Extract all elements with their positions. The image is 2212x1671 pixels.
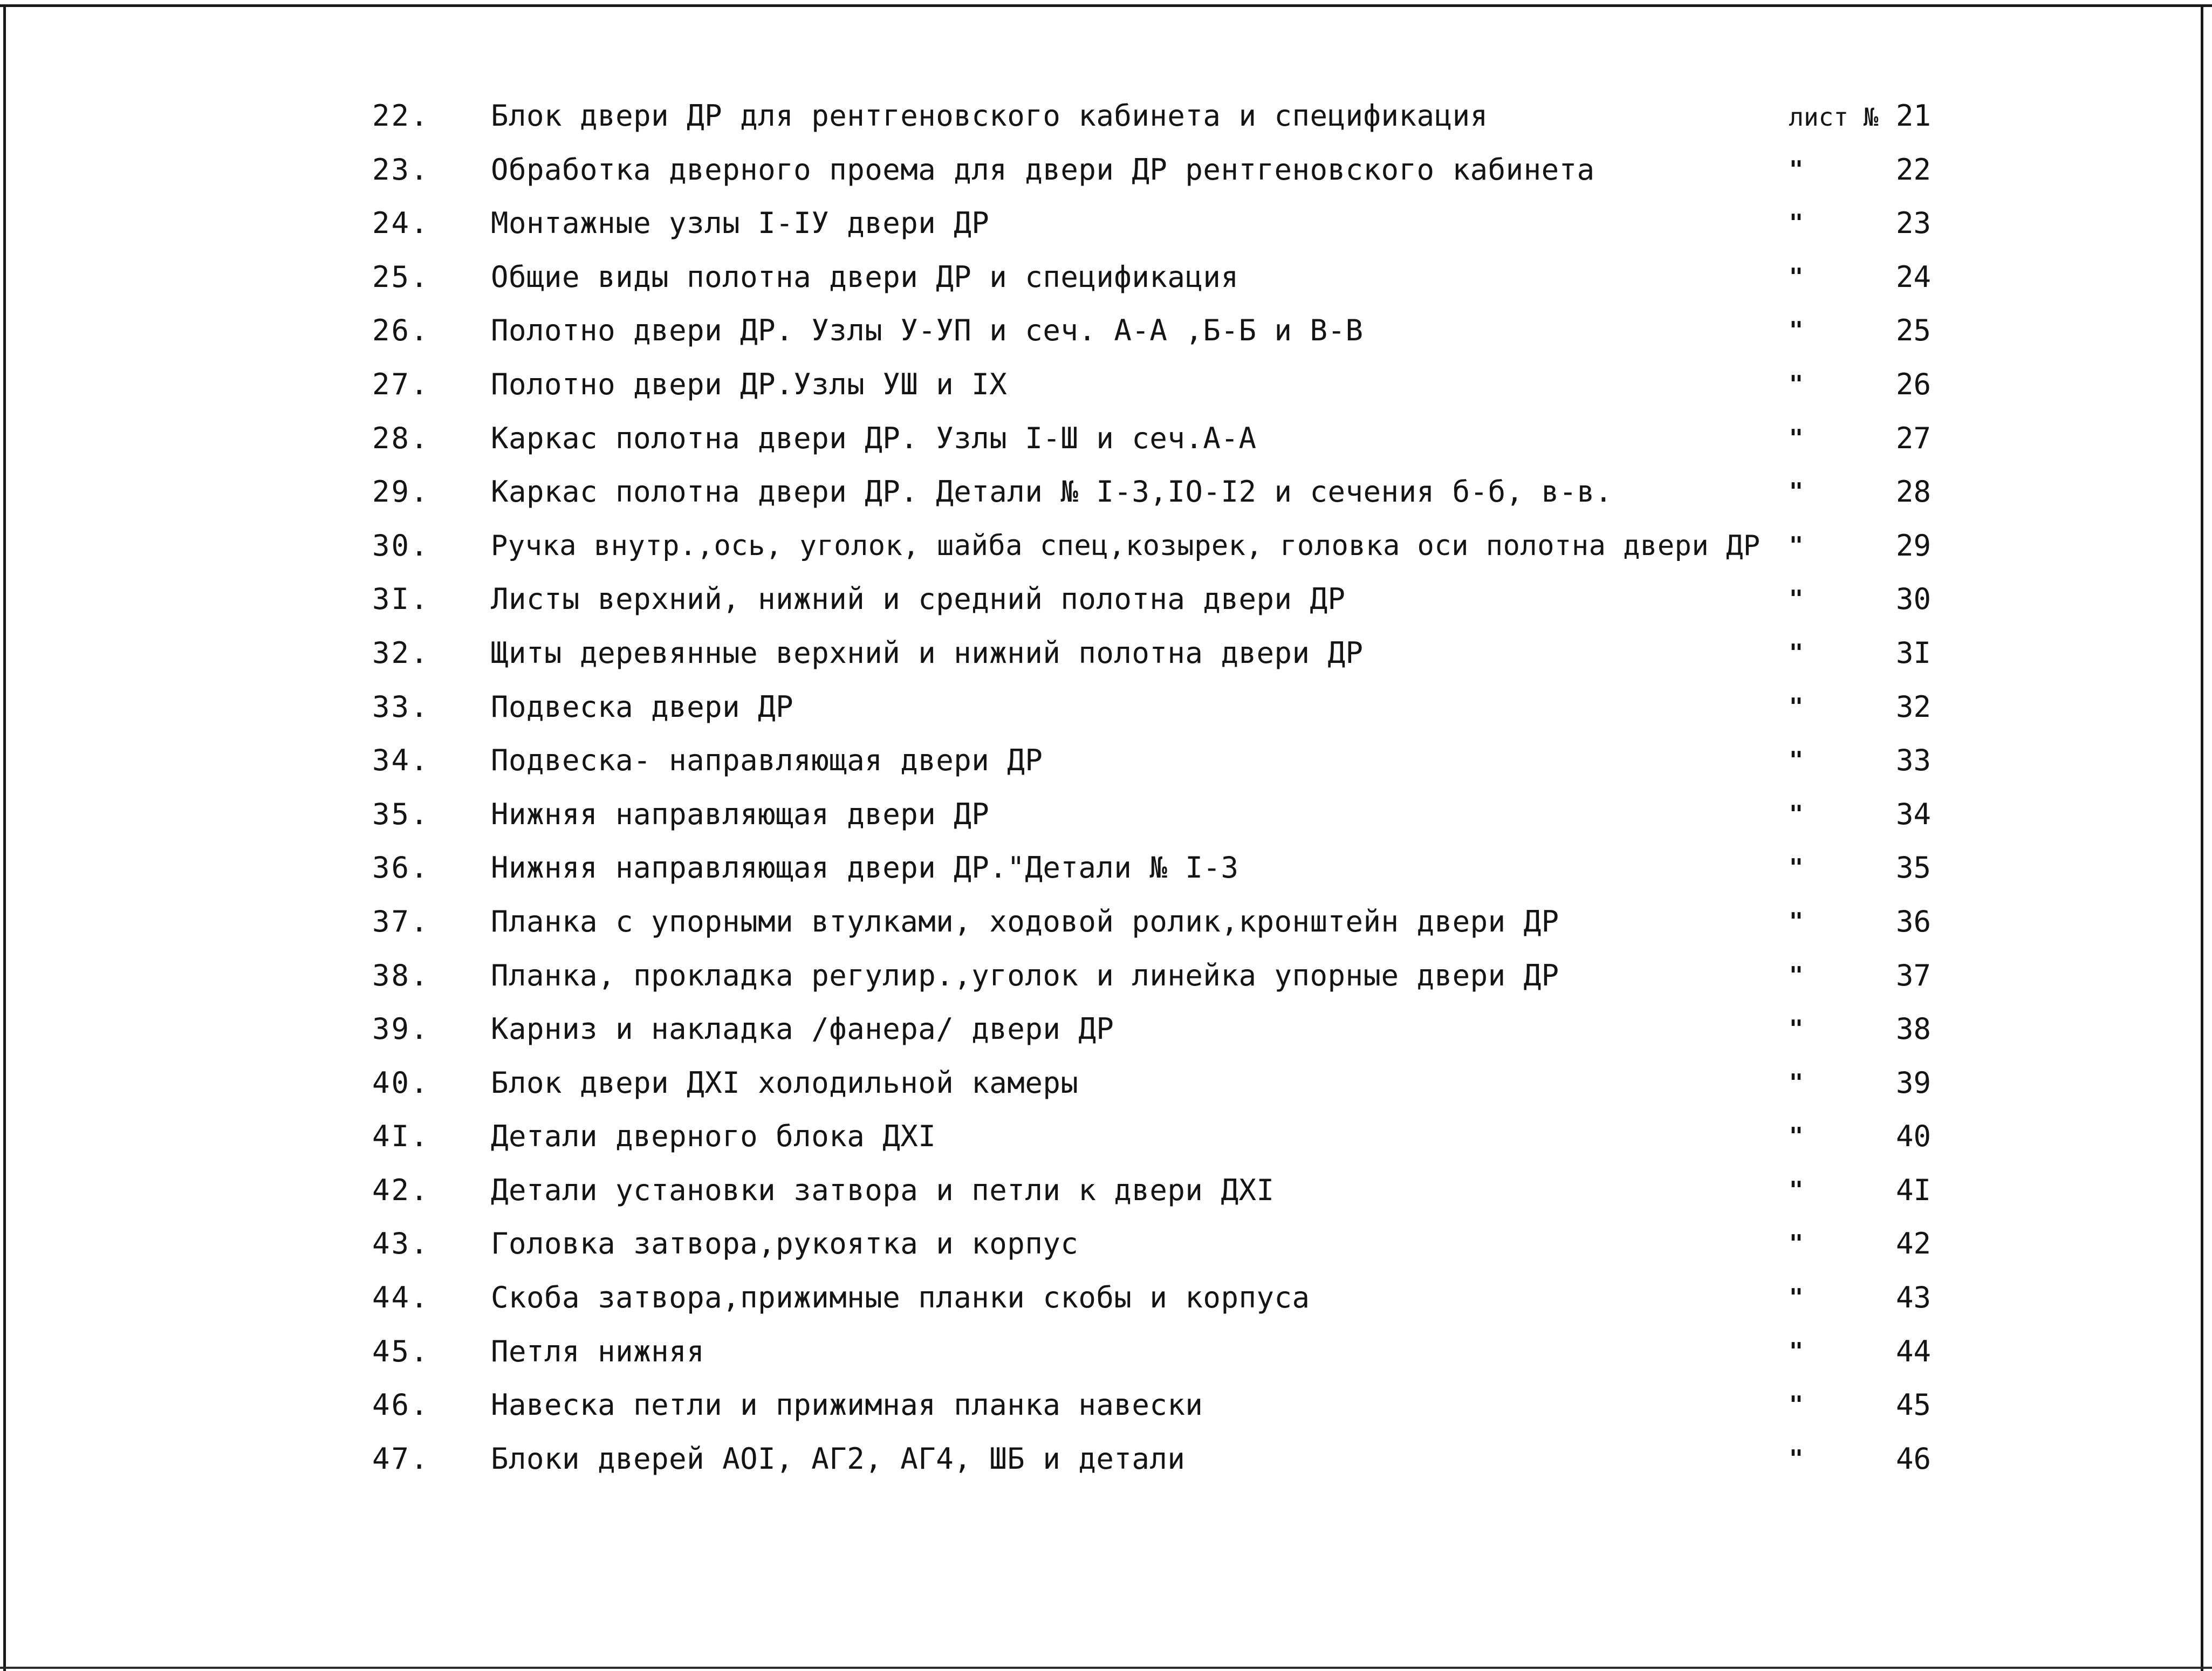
sheet-number: 25 [1895,313,1931,348]
ditto-mark: " [1789,1069,1804,1097]
sheet-number: 46 [1895,1441,1931,1476]
item-number: 22. [372,99,430,133]
ditto-mark: " [1789,1444,1804,1473]
ditto-mark: " [1789,693,1804,721]
item-number: 44. [372,1280,430,1315]
ditto-mark: " [1789,1230,1804,1258]
sheet-number: 32 [1895,689,1931,724]
item-title: Щиты деревянные верхний и нижний полотна двери ДР [491,635,1364,670]
item-number: 45. [372,1334,430,1368]
sheet-number: 34 [1895,797,1931,831]
item-number: 38. [372,958,430,992]
sheet-label: лист № [1789,102,1879,132]
item-title: Блок двери ДР для рентгеновского кабинета и спецификация [491,99,1488,133]
item-number: 36. [372,851,430,885]
sheet-number: 36 [1895,904,1931,939]
page-border-top [0,4,2212,7]
sheet-number: 33 [1895,743,1931,778]
list-item [0,473,2212,527]
sheet-number: 30 [1895,582,1931,617]
list-item [0,204,2212,258]
ditto-mark: " [1789,1284,1804,1312]
sheet-number: 44 [1895,1334,1931,1368]
list-item [0,151,2212,205]
item-title: Детали установки затвора и петли к двери ДХI [491,1173,1275,1207]
item-title: Карниз и накладка /фанера/ двери ДР [491,1012,1114,1046]
item-title: Планка, прокладка регулир.,уголок и линейка упорные двери ДР [491,958,1559,992]
sheet-number [1769,97,1931,136]
item-title: Нижняя направляющая двери ДР [491,797,990,831]
item-number: 39. [372,1012,430,1046]
list-item [0,1279,2212,1333]
list-item [0,957,2212,1011]
item-title: Подвеска двери ДР [491,689,794,724]
item-number: 42. [372,1173,430,1207]
sheet-number: 27 [1895,421,1931,455]
item-title: Навеска петли и прижимная планка навески [491,1388,1203,1422]
sheet-number: 39 [1895,1065,1931,1100]
ditto-mark: " [1789,907,1804,935]
item-number: 40. [372,1065,430,1100]
list-item [0,1386,2212,1440]
item-number: 27. [372,367,430,401]
list-item [0,1010,2212,1064]
item-number: 37. [372,904,430,939]
item-title: Обработка дверного проема для двери ДР рентгеновского кабинета [491,152,1595,187]
list-item [0,1440,2212,1494]
sheet-number: 42 [1895,1227,1931,1261]
item-number: 30. [372,528,430,563]
sheet-number: 28 [1895,475,1931,509]
sheet-number: 35 [1895,851,1931,885]
list-item [0,258,2212,312]
list-item [0,1225,2212,1279]
list-item [0,1118,2212,1172]
list-item [0,1333,2212,1387]
item-title: Ручка внутр.,ось, уголок, шайба спец,козырек, головка оси полотна двери ДР [491,529,1761,562]
list-item [0,312,2212,366]
sheet-number: 23 [1895,206,1931,241]
ditto-mark: " [1789,531,1804,559]
item-number: 4I. [372,1119,430,1154]
item-number: 34. [372,743,430,778]
item-number: 35. [372,797,430,831]
sheet-number: 37 [1895,958,1931,992]
item-number: 3I. [372,582,430,617]
list-item [0,527,2212,581]
ditto-mark: " [1789,424,1804,452]
list-item [0,366,2212,420]
item-number: 33. [372,689,430,724]
sheet-number: 4I [1895,1173,1931,1207]
item-title: Общие виды полотна двери ДР и спецификация [491,259,1239,294]
list-item [0,420,2212,474]
page-border-bottom [0,1667,2212,1669]
list-item [0,97,2212,151]
item-number: 43. [372,1227,430,1261]
item-title: Скоба затвора,прижимные планки скобы и корпуса [491,1280,1310,1315]
item-title: Планка с упорными втулками, ходовой ролик,кронштейн двери ДР [491,904,1559,939]
ditto-mark: " [1789,1122,1804,1150]
ditto-mark: " [1789,155,1804,183]
contents-list [0,97,2212,1494]
item-number: 46. [372,1388,430,1422]
ditto-mark: " [1789,747,1804,775]
item-number: 26. [372,313,430,348]
list-item [0,903,2212,957]
list-item [0,849,2212,903]
sheet-number: 45 [1895,1388,1931,1422]
sheet-number: 43 [1895,1280,1931,1315]
item-number: 32. [372,635,430,670]
sheet-value: 21 [1895,99,1931,133]
sheet-number: 22 [1895,152,1931,187]
item-title: Головка затвора,рукоятка и корпус [491,1227,1079,1261]
list-item [0,796,2212,850]
item-title: Каркас полотна двери ДР. Узлы I-Ш и сеч.А-А [491,421,1257,455]
item-number: 47. [372,1441,430,1476]
ditto-mark: " [1789,317,1804,345]
item-title: Каркас полотна двери ДР. Детали № I-3,IO-I2 и сечения б-б, в-в. [491,475,1613,509]
sheet-number: 40 [1895,1119,1931,1154]
item-title: Блоки дверей АОI, АГ2, АГ4, ШБ и детали [491,1441,1186,1476]
ditto-mark: " [1789,1015,1804,1043]
list-item [0,742,2212,796]
sheet-number: 24 [1895,259,1931,294]
list-item [0,1172,2212,1225]
ditto-mark: " [1789,961,1804,989]
ditto-mark: " [1789,1176,1804,1204]
ditto-mark: " [1789,800,1804,828]
ditto-mark: " [1789,370,1804,398]
item-title: Нижняя направляющая двери ДР."Детали № I-3 [491,851,1239,885]
item-number: 28. [372,421,430,455]
item-title: Подвеска- направляющая двери ДР [491,743,1043,778]
list-item [0,634,2212,688]
sheet-number: 3I [1895,635,1931,670]
ditto-mark: " [1789,478,1804,506]
item-title: Листы верхний, нижний и средний полотна двери ДР [491,582,1346,617]
item-title: Блок двери ДХI холодильной камеры [491,1065,1079,1100]
ditto-mark: " [1789,263,1804,291]
ditto-mark: " [1789,854,1804,882]
ditto-mark: " [1789,209,1804,237]
sheet-number: 26 [1895,367,1931,401]
item-title: Полотно двери ДР. Узлы У-УП и сеч. А-А ,Б-Б и В-В [491,313,1364,348]
item-title: Петля нижняя [491,1334,705,1368]
list-item [0,688,2212,742]
item-title: Полотно двери ДР.Узлы УШ и IX [491,367,1008,401]
ditto-mark: " [1789,1391,1804,1419]
item-title: Монтажные узлы I-IУ двери ДР [491,206,990,241]
ditto-mark: " [1789,639,1804,667]
item-number: 25. [372,259,430,294]
sheet-number: 38 [1895,1012,1931,1046]
item-title: Детали дверного блока ДХI [491,1119,936,1154]
item-number: 29. [372,475,430,509]
ditto-mark: " [1789,1337,1804,1365]
list-item [0,580,2212,634]
item-number: 23. [372,152,430,187]
ditto-mark: " [1789,585,1804,613]
item-number: 24. [372,206,430,241]
list-item [0,1064,2212,1118]
sheet-number: 29 [1895,528,1931,563]
